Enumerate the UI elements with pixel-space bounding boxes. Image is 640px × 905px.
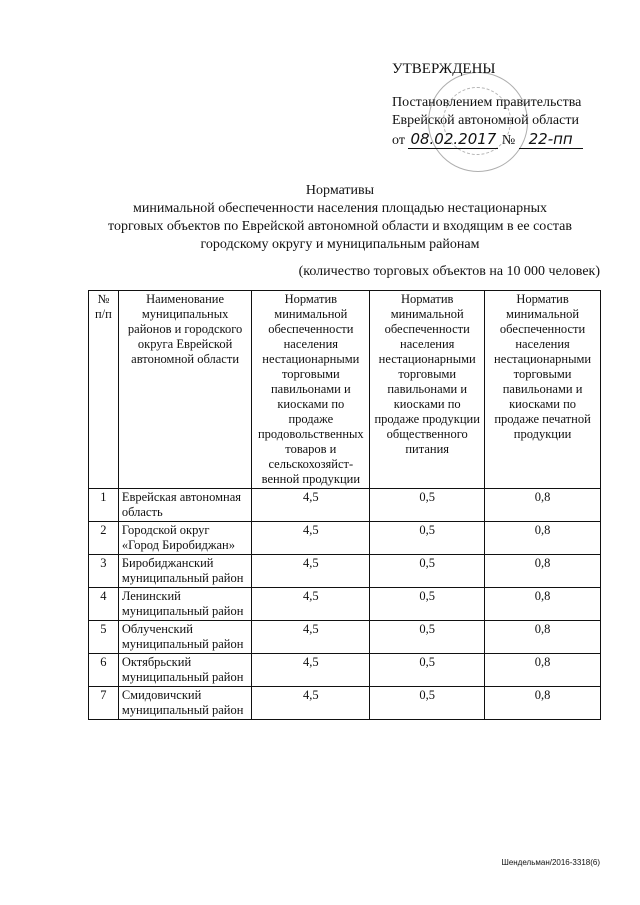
row-catering-norm: 0,5 (370, 588, 485, 621)
row-number: 5 (89, 621, 119, 654)
approval-line-1: Постановлением правительства (392, 95, 582, 110)
header-catering: Норматив минимальной обеспеченности населения нестационарными торговыми павильонами и киосками по продаже продукции общественного питания (370, 291, 485, 489)
table-row (89, 588, 601, 621)
approval-line-2: Еврейской автономной области (392, 113, 579, 128)
row-food-norm: 4,5 (252, 621, 370, 654)
row-food-norm: 4,5 (252, 654, 370, 687)
approval-date: 08.02.2017 (410, 130, 497, 148)
row-print-norm: 0,8 (485, 522, 601, 555)
row-catering-norm: 0,5 (370, 654, 485, 687)
row-name: Смидовичский муниципальный район (118, 687, 252, 720)
header-print: Норматив минимальной обеспеченности населения нестационарными торговыми павильонами и киосками по продаже печатной продукции (485, 291, 601, 489)
row-food-norm: 4,5 (252, 555, 370, 588)
approval-heading: УТВЕРЖДЕНЫ (392, 61, 496, 77)
row-catering-norm: 0,5 (370, 489, 485, 522)
header-food: Норматив минимальной обеспеченности населения нестационарными торговыми павильонами и киосками по продаже продовольственных товаров и сельскохозяйст-венной продукции (252, 291, 370, 489)
row-catering-norm: 0,5 (370, 522, 485, 555)
row-name: Ленинский муниципальный район (118, 588, 252, 621)
table-body (89, 489, 601, 720)
title-line-3: торговых объектов по Еврейской автономной области и входящим в ее состав (108, 219, 572, 234)
units-note: (количество торговых объектов на 10 000 человек) (298, 264, 600, 279)
row-name: Еврейская автономная область (118, 489, 252, 522)
row-name: Октябрьский муниципальный район (118, 654, 252, 687)
row-catering-norm: 0,5 (370, 621, 485, 654)
table-row (89, 654, 601, 687)
row-number: 3 (89, 555, 119, 588)
row-food-norm: 4,5 (252, 588, 370, 621)
row-print-norm: 0,8 (485, 588, 601, 621)
approval-date-line (392, 130, 583, 150)
table-row (89, 555, 601, 588)
row-food-norm: 4,5 (252, 522, 370, 555)
title-line-4: городскому округу и муниципальным районам (200, 237, 480, 252)
document-title (80, 182, 600, 254)
row-print-norm: 0,8 (485, 687, 601, 720)
row-food-norm: 4,5 (252, 489, 370, 522)
row-name: Облученский муниципальный район (118, 621, 252, 654)
table-row (89, 489, 601, 522)
footer-code: Шендельман/2016-3318(6) (501, 858, 600, 867)
row-food-norm: 4,5 (252, 687, 370, 720)
row-number: 1 (89, 489, 119, 522)
table-header-row (89, 291, 601, 489)
header-num: № п/п (89, 291, 119, 489)
table-row (89, 621, 601, 654)
approval-number: 22-пп (519, 130, 583, 149)
row-print-norm: 0,8 (485, 489, 601, 522)
norms-table (88, 290, 601, 720)
row-name: Биробиджанский муниципальный район (118, 555, 252, 588)
header-name: Наименование муниципальных районов и городского округа Еврейской автономной области (118, 291, 252, 489)
row-print-norm: 0,8 (485, 621, 601, 654)
from-label: от (392, 133, 405, 148)
title-line-1: Нормативы (305, 183, 375, 198)
row-print-norm: 0,8 (485, 555, 601, 588)
approval-block (392, 60, 583, 150)
row-print-norm: 0,8 (485, 654, 601, 687)
title-line-2: минимальной обеспеченности населения площадью нестационарных (132, 201, 547, 216)
row-catering-norm: 0,5 (370, 687, 485, 720)
row-name: Городской округ «Город Биробиджан» (118, 522, 252, 555)
row-number: 7 (89, 687, 119, 720)
number-label: № (501, 133, 516, 148)
row-catering-norm: 0,5 (370, 555, 485, 588)
table-row (89, 522, 601, 555)
row-number: 6 (89, 654, 119, 687)
table-row (89, 687, 601, 720)
row-number: 4 (89, 588, 119, 621)
row-number: 2 (89, 522, 119, 555)
